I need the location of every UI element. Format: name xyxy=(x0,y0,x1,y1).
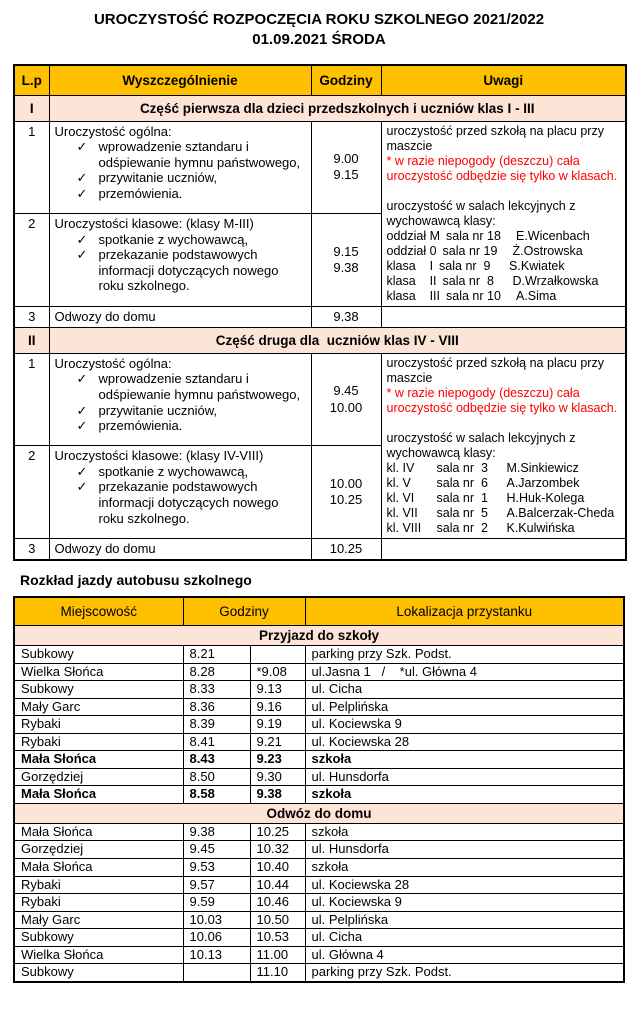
ceremony-row-3 xyxy=(14,306,626,327)
bus-time-2: 9.16 xyxy=(250,698,305,716)
ceremony-row-3 xyxy=(14,538,626,560)
time-end: 9.15 xyxy=(333,167,359,183)
bus-time-1: 10.03 xyxy=(183,911,250,929)
activity-item xyxy=(77,371,306,402)
activity-list xyxy=(55,464,306,526)
bus-place: Subkowy xyxy=(14,929,183,947)
bus-section-header-row xyxy=(14,803,624,823)
bus-stop-location: ul. Pelplińska xyxy=(305,911,624,929)
room-assignments xyxy=(387,229,621,304)
time-end: 10.25 xyxy=(329,492,363,507)
time-end: 9.38 xyxy=(333,259,359,275)
bus-place: Mała Słońca xyxy=(14,751,183,769)
bus-place: Rybaki xyxy=(14,894,183,912)
bus-row xyxy=(14,929,624,947)
column-header-times: Godziny xyxy=(183,597,305,626)
ceremony-row-1 xyxy=(14,121,626,214)
ceremony-table-header-row xyxy=(14,65,626,96)
assignment-group: kl. VI xyxy=(386,490,415,505)
room-assignment-row xyxy=(387,259,621,274)
row-number: 1 xyxy=(14,353,49,446)
check-icon: ✓ xyxy=(76,371,88,387)
activity-heading: Odwozy do domu xyxy=(54,540,156,556)
ceremony-table xyxy=(13,64,627,562)
bus-row xyxy=(14,698,624,716)
activity-item-text: wprowadzenie sztandaru i odśpiewanie hymnu państwowego, xyxy=(98,139,301,170)
bus-row xyxy=(14,751,624,769)
activity-cell xyxy=(49,306,311,327)
assignment-room: sala nr 18 xyxy=(446,228,501,243)
rain-warning: * w razie niepogody (deszczu) cała uroczystość odbędzie się tylko w klasach. xyxy=(386,153,618,183)
activity-item xyxy=(77,464,306,480)
page-title-line1: UROCZYSTOŚĆ ROZPOCZĘCIA ROKU SZKOLNEGO 2021/2022 xyxy=(93,11,545,28)
page-title-line2: 01.09.2021 ŚRODA xyxy=(252,31,386,49)
outdoor-note-paragraph xyxy=(387,356,621,416)
bus-stop-location: ul. Kociewska 9 xyxy=(305,716,624,734)
bus-time-2: 10.53 xyxy=(250,929,305,947)
column-header-details: Wyszczególnienie xyxy=(49,65,311,96)
bus-row xyxy=(14,823,624,841)
bus-stop-location: ul. Kociewska 9 xyxy=(305,894,624,912)
section-id: II xyxy=(14,327,49,353)
activity-cell xyxy=(49,353,311,446)
assignment-room: sala nr 10 xyxy=(446,288,501,303)
bus-time-1: 9.59 xyxy=(183,894,250,912)
indoor-note: uroczystość w salach lekcyjnych z wychowawcą klasy: xyxy=(386,430,576,460)
activity-item-text: przywitanie uczniów, xyxy=(98,402,217,418)
bus-stop-location: ul. Hunsdorfa xyxy=(305,768,624,786)
activity-list xyxy=(55,232,306,294)
activity-item xyxy=(77,479,306,526)
bus-time-1: 8.58 xyxy=(183,786,250,804)
room-assignments xyxy=(387,461,621,536)
bus-stop-location: ul. Główna 4 xyxy=(305,946,624,964)
times-cell xyxy=(311,121,381,214)
column-header-times: Godziny xyxy=(311,65,381,96)
assignment-room: sala nr 3 xyxy=(436,460,488,475)
bus-time-1: 9.45 xyxy=(183,841,250,859)
section-id: I xyxy=(14,95,49,121)
assignment-room: sala nr 2 xyxy=(436,520,488,535)
notes-cell xyxy=(381,121,626,306)
bus-row xyxy=(14,876,624,894)
activity-item-text: przemówienia. xyxy=(98,418,183,434)
notes-cell xyxy=(381,353,626,538)
bus-time-1: 10.13 xyxy=(183,946,250,964)
bus-time-1: 8.39 xyxy=(183,716,250,734)
row-number: 2 xyxy=(14,214,49,307)
bus-stop-location: szkoła xyxy=(305,823,624,841)
bus-place: Subkowy xyxy=(14,646,183,664)
bus-stop-location: ul. Pelplińska xyxy=(305,698,624,716)
activity-cell xyxy=(49,538,311,560)
bus-place: Rybaki xyxy=(14,733,183,751)
outdoor-note-paragraph xyxy=(387,124,621,184)
bus-time-1 xyxy=(183,964,250,982)
column-header-notes: Uwagi xyxy=(381,65,626,96)
activity-item xyxy=(77,186,306,202)
assignment-teacher: Ż.Ostrowska xyxy=(512,243,583,258)
bus-place: Mała Słońca xyxy=(14,786,183,804)
activity-item xyxy=(77,139,306,170)
assignment-group: klasa III xyxy=(386,288,440,303)
assignment-teacher: S.Kwiatek xyxy=(509,258,565,273)
times-cell xyxy=(311,538,381,560)
bus-row xyxy=(14,786,624,804)
bus-place: Rybaki xyxy=(14,716,183,734)
bus-place: Mały Garc xyxy=(14,698,183,716)
assignment-teacher: M.Sinkiewicz xyxy=(506,460,579,475)
bus-time-1: 8.50 xyxy=(183,768,250,786)
section-header-row xyxy=(14,95,626,121)
activity-item xyxy=(77,403,306,419)
bus-place: Subkowy xyxy=(14,964,183,982)
bus-place: Mała Słońca xyxy=(14,823,183,841)
check-icon: ✓ xyxy=(76,185,88,201)
bus-row xyxy=(14,646,624,664)
row-number: 2 xyxy=(14,446,49,539)
time-start: 9.15 xyxy=(333,243,359,259)
activity-item-text: przemówienia. xyxy=(98,185,183,201)
bus-time-2: 10.32 xyxy=(250,841,305,859)
bus-row xyxy=(14,733,624,751)
bus-stop-location: ul.Jasna 1 / *ul. Główna 4 xyxy=(305,663,624,681)
bus-row xyxy=(14,681,624,699)
bus-stop-location: szkoła xyxy=(305,786,624,804)
time-end: 10.00 xyxy=(329,399,363,415)
section-header-row xyxy=(14,327,626,353)
activity-cell xyxy=(49,446,311,539)
check-icon: ✓ xyxy=(76,479,88,495)
bus-time-1: 10.06 xyxy=(183,929,250,947)
column-header-stop: Lokalizacja przystanku xyxy=(305,597,624,626)
outdoor-note: uroczystość przed szkołą na placu przy maszcie xyxy=(386,355,604,385)
bus-stop-location: ul. Hunsdorfa xyxy=(305,841,624,859)
activity-heading: Uroczystość ogólna: xyxy=(54,123,172,139)
bus-schedule-heading: Rozkład jazdy autobusu szkolnego xyxy=(20,572,252,588)
time-start: 10.25 xyxy=(329,540,363,556)
time-start: 10.00 xyxy=(329,475,363,491)
assignment-group: oddział 0 xyxy=(386,243,437,258)
assignment-group: klasa II xyxy=(386,273,437,288)
room-assignment-row xyxy=(387,229,621,244)
bus-time-2: 10.50 xyxy=(250,911,305,929)
bus-row xyxy=(14,716,624,734)
assignment-group: kl. VII xyxy=(386,505,418,520)
activity-cell xyxy=(49,121,311,214)
bus-section-title: Przyjazd do szkoły xyxy=(14,626,624,646)
notes-cell-empty xyxy=(381,306,626,327)
page-title xyxy=(13,10,625,51)
bus-stop-location: szkoła xyxy=(305,751,624,769)
bus-section-header-row xyxy=(14,626,624,646)
bus-time-1: 8.41 xyxy=(183,733,250,751)
bus-time-1: 8.33 xyxy=(183,681,250,699)
assignment-teacher: E.Wicenbach xyxy=(516,228,590,243)
assignment-room: sala nr 9 xyxy=(439,258,491,273)
room-assignment-row xyxy=(387,274,621,289)
check-icon: ✓ xyxy=(76,139,88,155)
bus-time-2: 10.40 xyxy=(250,859,305,877)
activity-item-text: spotkanie z wychowawcą, xyxy=(98,231,249,247)
bus-time-2: 9.38 xyxy=(250,786,305,804)
bus-time-2 xyxy=(250,646,305,664)
bus-row xyxy=(14,894,624,912)
assignment-group: klasa I xyxy=(386,258,434,273)
bus-time-1: 9.57 xyxy=(183,876,250,894)
bus-row xyxy=(14,768,624,786)
room-assignment-row xyxy=(387,244,621,259)
times-cell xyxy=(311,353,381,446)
assignment-room: sala nr 19 xyxy=(442,243,498,258)
bus-time-2: 9.13 xyxy=(250,681,305,699)
activity-heading: Odwozy do domu xyxy=(54,308,156,324)
bus-time-2: 10.46 xyxy=(250,894,305,912)
bus-stop-location: ul. Kociewska 28 xyxy=(305,876,624,894)
assignment-teacher: A.Balcerzak-Cheda xyxy=(506,505,615,520)
times-cell xyxy=(311,306,381,327)
activity-item xyxy=(77,170,306,186)
bus-time-2: 9.21 xyxy=(250,733,305,751)
bus-time-1: 8.36 xyxy=(183,698,250,716)
bus-stop-location: ul. Cicha xyxy=(305,681,624,699)
activity-item-text: przekazanie podstawowych informacji dotyczących nowego roku szkolnego. xyxy=(98,247,279,294)
assignment-room: sala nr 6 xyxy=(436,475,488,490)
times-cell xyxy=(311,214,381,307)
column-header-lp: L.p xyxy=(14,65,49,96)
bus-time-1: 9.53 xyxy=(183,859,250,877)
bus-table-header-row xyxy=(14,597,624,626)
activity-list xyxy=(55,139,306,201)
bus-row xyxy=(14,859,624,877)
bus-time-2: 10.25 xyxy=(250,823,305,841)
bus-place: Gorzędziej xyxy=(14,768,183,786)
activity-item-text: przekazanie podstawowych informacji dotyczących nowego roku szkolnego. xyxy=(98,479,279,526)
assignment-teacher: D.Wrzałkowska xyxy=(512,273,599,288)
bus-row xyxy=(14,946,624,964)
assignment-group: kl. V xyxy=(386,475,411,490)
bus-schedule-table xyxy=(13,596,625,983)
assignment-teacher: K.Kulwińska xyxy=(506,520,575,535)
room-assignment-row xyxy=(387,461,621,476)
bus-time-2: 9.19 xyxy=(250,716,305,734)
activity-list xyxy=(55,371,306,433)
bus-place: Wielka Słońca xyxy=(14,663,183,681)
activity-heading: Uroczystości klasowe: (klasy M-III) xyxy=(54,216,254,231)
room-assignment-row xyxy=(387,521,621,536)
bus-time-1: 9.38 xyxy=(183,823,250,841)
column-header-place: Miejscowość xyxy=(14,597,183,626)
assignment-room: sala nr 5 xyxy=(436,505,488,520)
activity-cell xyxy=(49,214,311,307)
section-title: Część pierwsza dla dzieci przedszkolnych i uczniów klas I - III xyxy=(49,95,626,121)
assignment-teacher: A.Jarzombek xyxy=(506,475,580,490)
bus-place: Gorzędziej xyxy=(14,841,183,859)
notes-cell-empty xyxy=(381,538,626,560)
bus-row xyxy=(14,911,624,929)
activity-item-text: przywitanie uczniów, xyxy=(98,170,217,186)
outdoor-note: uroczystość przed szkołą na placu przy maszcie xyxy=(386,123,604,153)
activity-item xyxy=(77,418,306,434)
bus-time-2: 11.00 xyxy=(250,946,305,964)
time-start: 9.45 xyxy=(333,383,359,399)
bus-stop-location: szkoła xyxy=(305,859,624,877)
activity-item-text: spotkanie z wychowawcą, xyxy=(98,463,249,479)
assignment-group: kl. VIII xyxy=(386,520,422,535)
bus-place: Mała Słońca xyxy=(14,859,183,877)
room-assignment-row xyxy=(387,506,621,521)
row-number: 3 xyxy=(14,306,49,327)
assignment-room: sala nr 8 xyxy=(442,273,494,288)
bus-stop-location: parking przy Szk. Podst. xyxy=(305,964,624,982)
time-start: 9.38 xyxy=(333,308,359,324)
assignment-room: sala nr 1 xyxy=(436,490,488,505)
check-icon: ✓ xyxy=(76,231,88,247)
bus-place: Mały Garc xyxy=(14,911,183,929)
bus-stop-location: ul. Cicha xyxy=(305,929,624,947)
time-start: 9.00 xyxy=(333,151,359,166)
assignment-group: oddział M xyxy=(386,228,440,243)
row-number: 1 xyxy=(14,121,49,214)
section-title: Część druga dla uczniów klas IV - VIII xyxy=(49,327,626,353)
bus-time-2: 9.30 xyxy=(250,768,305,786)
bus-time-1: 8.21 xyxy=(183,646,250,664)
rain-warning: * w razie niepogody (deszczu) cała uroczystość odbędzie się tylko w klasach. xyxy=(386,385,618,415)
bus-time-1: 8.43 xyxy=(183,751,250,769)
room-assignment-row xyxy=(387,476,621,491)
bus-place: Wielka Słońca xyxy=(14,946,183,964)
check-icon: ✓ xyxy=(76,463,88,479)
room-assignment-row xyxy=(387,491,621,506)
assignment-group: kl. IV xyxy=(386,460,415,475)
bus-time-1: 8.28 xyxy=(183,663,250,681)
indoor-note: uroczystość w salach lekcyjnych z wychowawcą klasy: xyxy=(386,198,576,228)
activity-heading: Uroczystości klasowe: (klasy IV-VIII) xyxy=(54,448,264,464)
bus-row xyxy=(14,663,624,681)
bus-section-title: Odwóz do domu xyxy=(14,803,624,823)
check-icon: ✓ xyxy=(76,247,88,263)
activity-item xyxy=(77,232,306,248)
bus-time-2: *9.08 xyxy=(250,663,305,681)
check-icon: ✓ xyxy=(76,170,88,186)
bus-place: Subkowy xyxy=(14,681,183,699)
check-icon: ✓ xyxy=(76,402,88,418)
bus-place: Rybaki xyxy=(14,876,183,894)
bus-time-2: 9.23 xyxy=(250,751,305,769)
assignment-teacher: A.Sima xyxy=(516,288,557,303)
bus-row xyxy=(14,841,624,859)
bus-time-2: 11.10 xyxy=(250,964,305,982)
room-assignment-row xyxy=(387,289,621,304)
activity-item-text: wprowadzenie sztandaru i odśpiewanie hymnu państwowego, xyxy=(98,371,301,402)
times-cell xyxy=(311,446,381,539)
bus-row xyxy=(14,964,624,982)
bus-time-2: 10.44 xyxy=(250,876,305,894)
assignment-teacher: H.Huk-Kolega xyxy=(506,490,585,505)
ceremony-row-1 xyxy=(14,353,626,446)
bus-stop-location: ul. Kociewska 28 xyxy=(305,733,624,751)
row-number: 3 xyxy=(14,538,49,560)
bus-stop-location: parking przy Szk. Podst. xyxy=(305,646,624,664)
check-icon: ✓ xyxy=(76,418,88,434)
activity-item xyxy=(77,247,306,294)
activity-heading: Uroczystość ogólna: xyxy=(54,355,172,371)
